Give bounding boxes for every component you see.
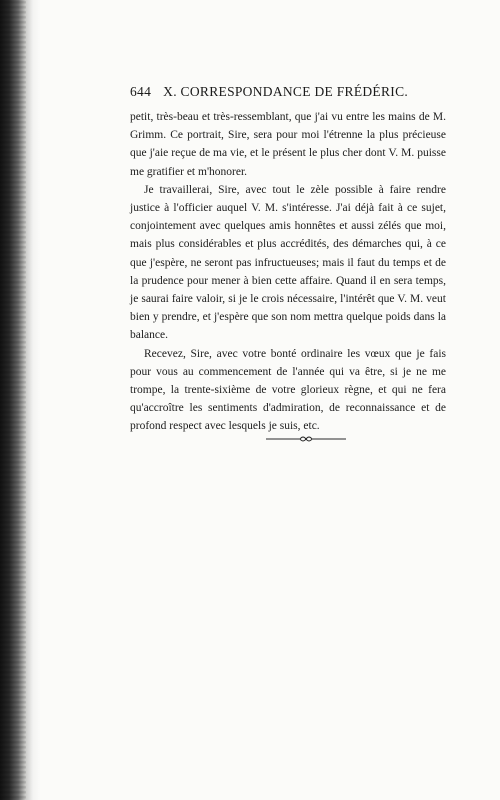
page-header [130, 84, 446, 100]
scan-dark-edge [0, 0, 26, 800]
page-number: 644 [130, 84, 152, 99]
paragraph-travaillerai: Je travaillerai, Sire, avec tout le zèle possible à faire rendre justice à l'officier auquel V. M. s'intéresse. J'ai déjà fait à ce sujet, conjointement avec quelques amis honnêtes et aussi zélés que moi, mais plus considérables et plus accrédités, des démarches qui, à ce que j'espère, ne seront pas infructueuses; mais il faut du temps et de la prudence pour mener à bien cette affaire. Quand il en sera temps, je saurai faire valoir, si je le crois nécessaire, l'intérêt que V. M. veut bien y prendre, et j'espère que son nom mettra quelque poids dans la balance. [130, 183, 446, 342]
body-text [130, 108, 446, 436]
ornamental-rule [266, 434, 346, 444]
paragraph-continuation: petit, très-beau et très-ressemblant, que j'ai vu entre les mains de M. Grimm. Ce portrait, Sire, sera pour moi l'étrenne la plus précieuse que j'aie reçue de ma vie, et le présent le plus cher dont V. M. puisse me gratifier et m'honorer. [130, 111, 446, 178]
paragraph-recevez: Recevez, Sire, avec votre bonté ordinaire les vœux que je fais pour vous au commencement de l'année qui va être, si je ne me trompe, la trente-sixième de votre glorieux règne, et qui ne fera qu'accroître les sentiments d'admiration, de reconnaissance et de profond respect avec lesquels je suis, etc. [130, 347, 446, 433]
scan-edge-shadow [26, 0, 40, 800]
running-title: X. CORRESPONDANCE DE FRÉDÉRIC. [163, 84, 409, 99]
